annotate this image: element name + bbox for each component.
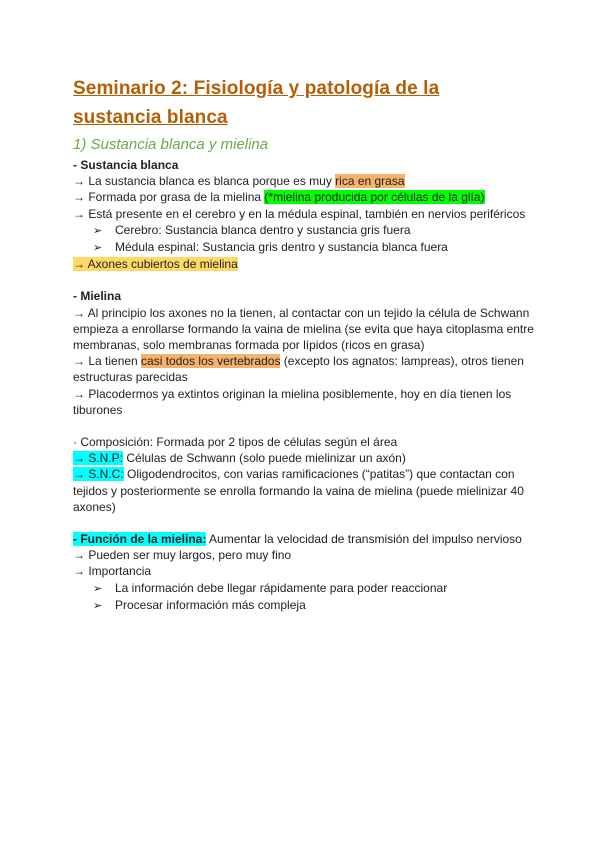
paragraph-line xyxy=(73,173,535,189)
subsection-heading-sustancia-blanca: - Sustancia blanca xyxy=(73,158,179,172)
text: Aumentar la velocidad de transmisión del impulso nervioso xyxy=(206,532,522,547)
paragraph-line: → Importancia xyxy=(73,564,152,579)
arrow-bullet-icon: ➢ xyxy=(93,582,103,595)
highlight-label: - Función de la mielina: xyxy=(73,532,207,547)
paragraph-line xyxy=(73,189,535,205)
paragraph-line: → Pueden ser muy largos, pero muy fino xyxy=(73,548,292,563)
spacer xyxy=(73,418,535,434)
bullet-item xyxy=(73,222,535,239)
highlight-label: → S.N.P: xyxy=(73,451,124,466)
paragraph-line xyxy=(73,466,535,515)
paragraph-line: → Placodermos ya extintos originan la mielina posiblemente, hoy en día tienen los tiburones xyxy=(73,386,512,417)
text: (excepto los agnatos: lampreas), otros tienen estructuras parecidas xyxy=(73,354,524,385)
bullet-item xyxy=(73,580,535,597)
arrow-bullet-icon: ➢ xyxy=(93,599,103,612)
section-heading: 1) Sustancia blanca y mielina xyxy=(73,136,269,153)
bullet-text: Médula espinal: Sustancia gris dentro y sustancia blanca fuera xyxy=(115,240,448,255)
subsection-heading-mielina: - Mielina xyxy=(73,289,122,304)
paragraph-line xyxy=(73,353,535,385)
paragraph-line xyxy=(73,450,535,466)
arrow-bullet-icon: ➢ xyxy=(93,224,103,237)
text: → La tienen xyxy=(73,354,142,369)
spacer xyxy=(73,515,535,531)
arrow-bullet-icon: ➢ xyxy=(93,242,103,255)
paragraph-line xyxy=(73,531,535,547)
highlight-text: → Axones cubiertos de mielina xyxy=(73,257,238,272)
bullet-text: La información debe llegar rápidamente para poder reaccionar xyxy=(115,580,448,595)
paragraph-line xyxy=(73,256,535,272)
bullet-text: Cerebro: Sustancia blanca dentro y sustancia gris fuera xyxy=(115,222,411,237)
text: → Formada por grasa de la mielina xyxy=(73,190,265,205)
bullet-text: Procesar información más compleja xyxy=(115,597,306,612)
paragraph-line: → Está presente en el cerebro y en la médula espinal, también en nervios periféricos xyxy=(73,206,526,221)
highlight-text: casi todos los vertebrados xyxy=(141,354,281,369)
text: → La sustancia blanca es blanca porque es muy xyxy=(73,174,336,189)
document-body xyxy=(73,157,535,614)
composicion-heading: · Composición: Formada por 2 tipos de células según el área xyxy=(73,435,398,450)
paragraph-line: → Al principio los axones no la tienen, al contactar con un tejido la célula de Schwann empieza a enrollarse formando la vaina de mielina (se evita que haya citoplasma entre membranas, solo membranas formada por lípidos (ricos en grasa) xyxy=(73,305,534,353)
text: Oligodendrocitos, con varias ramificaciones (“patitas”) que contactan con tejidos y posteriormente se enrolla formando la vaina de mielina (puede mielinizar 40 axones) xyxy=(73,467,524,514)
highlight-text: (*mielina producida por células de la glía) xyxy=(264,190,485,205)
bullet-item xyxy=(73,597,535,614)
highlight-label: → S.N.C: xyxy=(73,467,124,482)
highlight-text: rica en grasa xyxy=(335,174,405,189)
text: Células de Schwann (solo puede mielinizar un axón) xyxy=(123,451,406,466)
spacer xyxy=(73,272,535,288)
page-title: Seminario 2: Fisiología y patología de la sustancia blanca xyxy=(73,78,440,128)
bullet-item xyxy=(73,239,535,256)
